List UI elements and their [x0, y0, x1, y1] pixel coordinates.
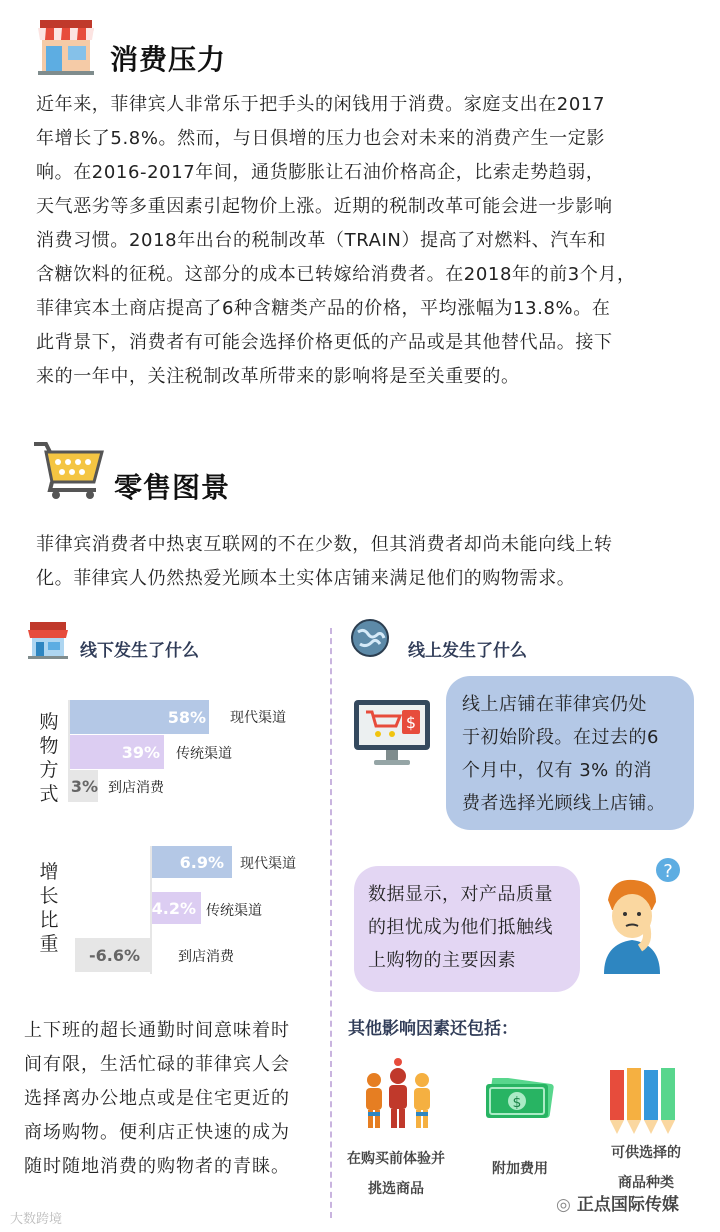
thinking-person-icon	[596, 856, 692, 974]
paragraph-line: 消费习惯。2018年出台的税制改革（TRAIN）提高了对燃料、汽车和	[36, 230, 607, 251]
pencils-icon	[604, 1062, 688, 1136]
online-title: 线上发生了什么	[408, 641, 527, 661]
money-icon	[482, 1078, 554, 1124]
bubble-line: 个月中，仅有 3% 的消	[462, 760, 652, 781]
other-factors-title: 其他影响因素还包括：	[348, 1019, 518, 1039]
bar-value-label: 4.2%	[151, 899, 196, 918]
paragraph-line: 含糖饮料的征税。这部分的成本已转嫁给消费者。在2018年的前3个月，	[36, 264, 636, 285]
category-label: 传统渠道	[176, 746, 232, 762]
bubble-line: 费者选择光顾线上店铺。	[462, 793, 666, 814]
bubble-line: 数据显示，对产品质量	[368, 884, 553, 905]
bar-value-label: 39%	[121, 743, 160, 762]
svg-text:$: $	[405, 713, 417, 732]
paragraph-line: 年增长了5.8%。然而，与日俱增的压力也会对未来的消费产生一定影	[36, 128, 605, 149]
category-label: 传统渠道	[206, 903, 262, 919]
chart1-label: 购物方式	[39, 711, 59, 805]
paragraph-line: 响。在2016-2017年间，通货膨胀让石油价格高企，比索走势趋弱，	[36, 162, 605, 183]
paragraph-line: 此背景下，消费者有可能会选择价格更低的产品或是其他替代品。接下	[36, 332, 613, 353]
caption-line: 挑选商品	[368, 1181, 424, 1197]
paragraph-line: 近年来，菲律宾人非常乐于把手头的闲钱用于消费。家庭支出在2017	[36, 94, 606, 115]
watermark-left-text: 大数跨境	[10, 1212, 63, 1227]
bubble-line: 的担忧成为他们抵触线	[368, 917, 553, 938]
globe-icon	[350, 618, 390, 658]
category-label: 现代渠道	[230, 710, 286, 726]
bubble-line: 线上店铺在菲律宾仍处	[462, 694, 647, 715]
paragraph-line: 天气恶劣等多重因素引起物价上涨。近期的税制改革可能会进一步影响	[36, 196, 613, 217]
paragraph-line: 随时随地消费的购物者的青睐。	[24, 1156, 290, 1177]
bar-value-label: -6.6%	[88, 946, 140, 965]
paragraph-line: 菲律宾消费者中热衷互联网的不在少数，但其消费者却尚未能向线上转	[36, 534, 613, 555]
svg-text:$: $	[512, 1095, 522, 1111]
svg-text:?: ?	[663, 861, 673, 882]
paragraph-line: 化。菲律宾人仍然热爱光顾本土实体店铺来满足他们的购物需求。	[36, 568, 576, 589]
paragraph-line: 上下班的超长通勤时间意味着时	[24, 1020, 290, 1041]
offline-title: 线下发生了什么	[80, 641, 199, 661]
caption-line: 商品种类	[618, 1175, 674, 1191]
watermark-left	[10, 1208, 62, 1227]
bubble-line: 于初始阶段。在过去的6	[462, 727, 659, 748]
bar-value-label: 6.9%	[179, 853, 224, 872]
factor-caption	[334, 1144, 458, 1204]
people-icon	[360, 1056, 436, 1130]
paragraph-line: 菲律宾本土商店提高了6种含糖类产品的价格，平均涨幅为13.8%。在	[36, 298, 611, 319]
offline-paragraph	[24, 1014, 324, 1184]
watermark-right-text: 正点国际传媒	[576, 1195, 679, 1215]
caption-line: 可供选择的	[611, 1145, 681, 1161]
factor-caption	[470, 1154, 570, 1184]
quality-concern-bubble	[354, 866, 580, 992]
chart2-label: 增长比重	[39, 861, 59, 955]
bar-value-label: 3%	[70, 777, 98, 796]
watermark-right	[556, 1190, 679, 1215]
column-divider	[330, 628, 332, 1218]
online-info-bubble	[446, 676, 694, 830]
paragraph-line: 来的一年中，关注税制改革所带来的影响将是至关重要的。	[36, 366, 520, 387]
category-label: 现代渠道	[240, 856, 296, 872]
category-label: 到店消费	[178, 949, 234, 965]
paragraph-line: 选择离办公地点或是住宅更近的	[24, 1088, 290, 1109]
bubble-line: 上购物的主要因素	[368, 950, 516, 971]
factor-caption	[596, 1138, 696, 1198]
section-title-consumption: 消费压力	[110, 43, 227, 76]
section-title-retail: 零售图景	[114, 471, 231, 504]
wechat-icon: ◎	[556, 1195, 571, 1215]
paragraph-line: 商场购物。便利店正快速的成为	[24, 1122, 290, 1143]
online-shop-monitor-icon	[352, 698, 432, 768]
paragraph-line: 间有限，生活忙碌的菲律宾人会	[24, 1054, 290, 1075]
caption-line: 附加费用	[492, 1161, 548, 1177]
bar-value-label: 58%	[167, 708, 206, 727]
category-label: 到店消费	[108, 780, 164, 796]
caption-line: 在购买前体验并	[347, 1151, 445, 1167]
